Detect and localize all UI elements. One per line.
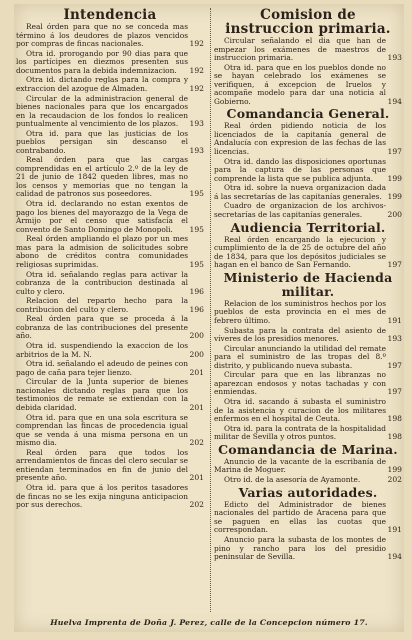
entry-text: Circular señalando el dia que han de empezar los exámenes de maestros de instruccion primaria. — [214, 36, 386, 62]
page-number: 193 — [387, 53, 402, 62]
entry-text: Otra id. dictando reglas para la compra y extraccion del azogue de Almaden. — [16, 75, 188, 93]
index-entry — [214, 300, 402, 326]
entry-text: Otra id. declarando no estan exentos de pago los bienes del mayorazgo de la Vega de Armijo por el censo que satisfacía el convento de Santo Domingo de Monopoli. — [16, 199, 188, 234]
index-entry — [214, 202, 402, 219]
page-number: 202 — [189, 438, 204, 448]
entry-text: Otra id. sobre la nueva organizacion dada á las secretarías de las capitanías generales. — [214, 183, 386, 201]
page-number: 201 — [189, 402, 204, 412]
entry-text: Real órden para que no se conceda mas término á los deudores de plazos vencidos por compras de fincas nacionales. — [16, 22, 188, 48]
index-entry — [16, 76, 204, 93]
entry-text: Otra id. prorogando por 90 dias para que los partícipes en diezmos presenten sus documentos para la debida indemnizacion. — [16, 48, 188, 75]
page-number: 200 — [189, 349, 204, 359]
index-entry — [16, 414, 204, 448]
index-entry — [16, 297, 204, 314]
index-entry — [214, 458, 402, 475]
index-entry — [214, 184, 402, 201]
index-entry — [214, 345, 402, 371]
entry-text: Otra id. para que en una sola escritura se comprendan las fincas de procedencia igual que se venda á una misma persona en un mismo dia. — [16, 412, 188, 448]
page-number: 197 — [387, 360, 402, 370]
entry-text: Otro id. de la asesoría de Ayamonte. — [224, 475, 361, 485]
page-number: 192 — [189, 39, 204, 48]
entry-text: Otra id. para que á los peritos tasadores de fincas no se les exija ninguna anticipacion por sus derechos. — [16, 483, 188, 509]
entry-text: Real órden para que se proceda á la cobranza de las contribuciones del presente año. — [16, 314, 188, 341]
index-entry — [214, 158, 402, 184]
page-number: 201 — [189, 473, 204, 483]
index-entry — [16, 360, 204, 377]
index-entry — [16, 23, 204, 49]
index-entry — [214, 398, 402, 424]
page-number: 195 — [189, 189, 204, 199]
right-column — [214, 4, 402, 563]
index-entry — [16, 342, 204, 359]
section-title: Comandancia de Marina. — [218, 441, 398, 457]
index-entry — [214, 501, 402, 535]
page-number: 194 — [387, 96, 402, 106]
page-number: 199 — [387, 465, 402, 475]
index-entry — [214, 37, 402, 63]
section-title: Audiencia Territorial. — [230, 219, 386, 235]
page-number: 191 — [387, 525, 402, 535]
page-number: 193 — [189, 119, 204, 129]
page-number: 199 — [387, 173, 402, 183]
entry-text: Circular anunciando la utilidad del remate para el suministro de las tropas del 8.º distrito, y publicando nueva subasta. — [214, 343, 386, 370]
page-number: 198 — [387, 432, 402, 442]
entry-text: Otra id. para que las justicias de los pueblos persigan sin descanso el contrabando. — [16, 128, 188, 155]
page-number: 196 — [189, 304, 204, 314]
entry-text: Real órden para que las cargas comprendidas en el artículo 2.º de la ley de 21 de junio de 1842 queden libres, mas no los censos y memorias que no tengan la calidad de patronos sus poseedores. — [16, 155, 188, 199]
index-entry — [16, 200, 204, 234]
index-entry — [214, 236, 402, 270]
page-number: 194 — [387, 552, 402, 561]
entry-text: Relacion de los suministros hechos por los pueblos de esta provincia en el mes de febrero último. — [214, 298, 386, 325]
page-number: 200 — [387, 209, 402, 219]
index-entry — [16, 95, 204, 129]
entry-text: Anuncio para la subasta de los montes de pino y rancho para los del presidio peninsular de Sevilla. — [214, 535, 386, 561]
entry-text: Edicto del Administrador de bienes nacionales del partido de Aracena para que se paguen en ellas las cuotas que correspondan. — [214, 499, 386, 535]
page-number: 199 — [387, 191, 402, 201]
page-number: 192 — [189, 83, 204, 93]
index-entry — [214, 476, 402, 485]
index-entry — [214, 371, 402, 397]
index-entry — [214, 536, 402, 562]
section-title: Comandancia General. — [226, 106, 390, 122]
index-entry — [214, 64, 402, 107]
index-entry — [16, 50, 204, 76]
left-column — [16, 4, 204, 511]
page-number: 191 — [387, 315, 402, 325]
entry-text: Otra id. señalando el adeudo de peines con pago de caña para tejer lienzo. — [16, 359, 188, 377]
column-divider — [210, 8, 212, 612]
entry-text: Otra id. para que en los pueblos donde no se hayan celebrado los exámenes se verifiquen, á excepcion de Iruelos y acompañe modelo para dar una noticia al Gobierno. — [214, 62, 386, 106]
page-number: 192 — [189, 65, 204, 75]
section-title: Intendencia — [63, 7, 157, 23]
entry-text: Anuncio de la vacante de la escribanía de Marina de Moguer. — [214, 456, 386, 475]
page-number: 198 — [387, 414, 402, 424]
page-number: 200 — [189, 331, 204, 341]
entry-text: Otra id. para la contrata de la hospitalidad militar de Sevilla y otros puntos. — [214, 423, 386, 442]
page-number: 202 — [387, 475, 402, 485]
index-entry — [16, 271, 204, 297]
entry-text: Otra id. sacando á subasta el suministro de la asistencia y curacion de los militares enfermos en el hospital de Ceuta. — [214, 397, 386, 424]
entry-text: Real órden pidiendo noticia de los licenciados de la capitanía general de Andalucía con expresion de las fechas de las licencias. — [214, 121, 386, 156]
entry-text: Circular de la Junta superior de bienes nacionales dictando reglas para que los testimonios de remate se extiendan con la debida claridad. — [16, 377, 188, 412]
document-page — [14, 4, 404, 632]
entry-text: Otra id. señalando reglas para activar la cobranza de la contribucion destinada al culto y clero. — [16, 269, 188, 296]
page-number: 202 — [189, 500, 204, 509]
entry-text: Real órden ampliando el plazo por un mes mas para la admision de solicitudes sobre abono de créditos contra comunidades religiosas suprimidas. — [16, 234, 188, 269]
section-title: Ministerio de Hacienda militar. — [223, 269, 393, 299]
index-entry — [16, 315, 204, 341]
page-number: 197 — [387, 146, 402, 156]
page-number: 196 — [189, 286, 204, 296]
index-entry — [16, 130, 204, 156]
entry-text: Subasta para la contrata del asiento de víveres de los presidios menores. — [214, 325, 386, 343]
printer-footer: Huelva Imprenta de Doña J. Perez, calle de la Concepcion número 17. — [50, 618, 368, 627]
page-number: 197 — [387, 260, 402, 270]
entry-text: Real órden encargando la ejecucion y cumplimiento de la de 25 de octubre del año de 1834, para que los depósitos judiciales se hagan en el banco de San Fernando. — [214, 234, 386, 270]
section-title: Comision de instruccion primaria. — [225, 7, 391, 37]
entry-text: Otra id. suspendiendo la exaccion de los arbitrios de la M. N. — [16, 341, 188, 359]
page-number: 195 — [189, 224, 204, 234]
index-entry — [214, 122, 402, 156]
page-number: 193 — [189, 145, 204, 155]
page-number: 197 — [387, 387, 402, 397]
page-number: 193 — [387, 334, 402, 343]
index-entry — [16, 449, 204, 483]
section-title: Varias autoridades. — [238, 484, 378, 500]
entry-text: Real órden para que todos los arrendamientos de fincas del clero secular se entiendan terminados en fin de junio del presente año. — [16, 447, 188, 483]
index-entry — [214, 327, 402, 344]
entry-text: Circular de la administracion general de bienes nacionales para que los encargados en la recaudacion de los fondos lo realicen puntualmente al vencimiento de los plazos. — [16, 93, 188, 129]
index-entry — [16, 235, 204, 269]
index-entry — [214, 425, 402, 442]
index-entry — [16, 378, 204, 412]
index-entry — [16, 156, 204, 199]
index-entry — [16, 484, 204, 510]
page-number: 201 — [189, 367, 204, 377]
page-number: 195 — [189, 259, 204, 269]
entry-text: Circular para que en las libranzas no aparezcan endosos y notas tachadas y con enmiendas. — [214, 370, 386, 397]
entry-text: Cuadro de organizacion de los archivos-secretarías de las capitanías generales. — [214, 201, 386, 219]
entry-text: Otra id. dando las disposiciones oportunas para la captura de las personas que comprende la lista que se publica adjunta. — [214, 156, 386, 183]
entry-text: Relacion del reparto hecho para la contribucion del culto y clero. — [16, 296, 188, 314]
